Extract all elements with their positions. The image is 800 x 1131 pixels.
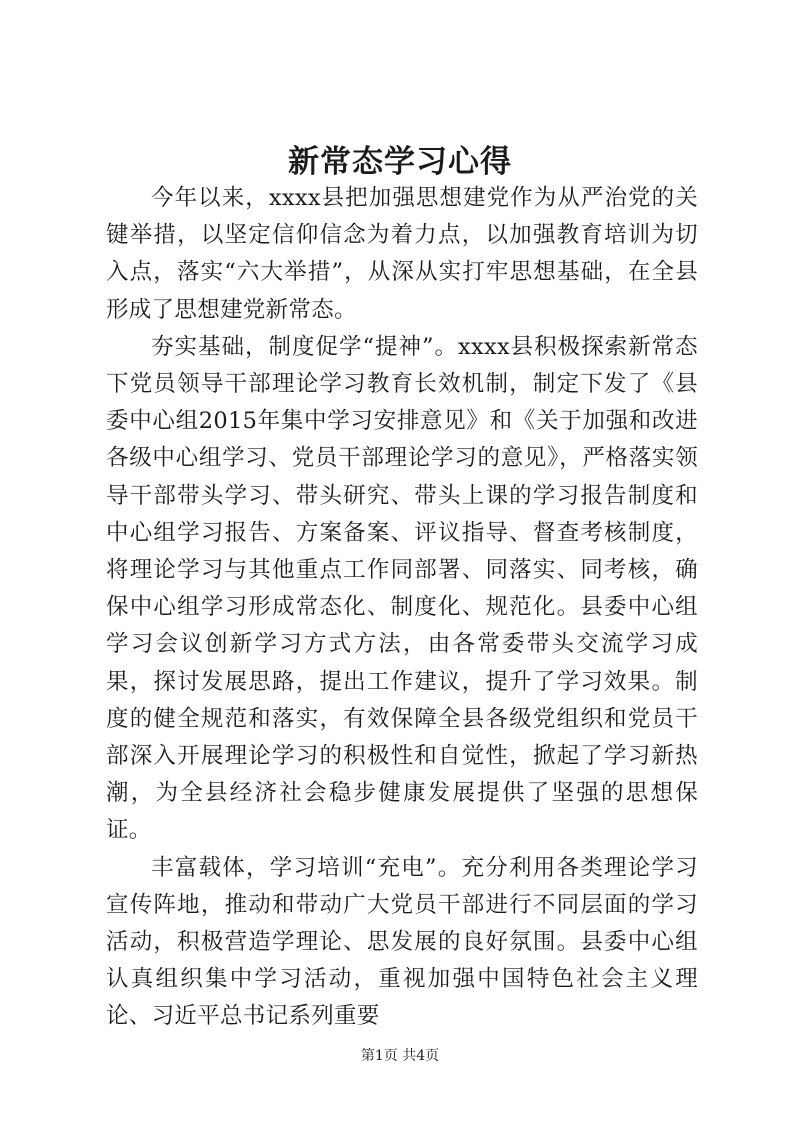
document-title: 新常态学习心得 [288, 144, 512, 180]
paragraph-intro: 今年以来，xxxx县把加强思想建党作为从严治党的关键举措，以坚定信仰信念为着力点，以加强教育培训为切入点，落实“六大举措”，从深从实打牢思想基础，在全县形成了思想建党新常态。 [106, 185, 698, 323]
paragraph-training: 丰富载体，学习培训“充电”。充分利用各类理论学习宣传阵地，推动和带动广大党员干部进行不同层面的学习活动，积极营造学理论、思发展的良好氛围。县委中心组认真组织集中学习活动，重视加强中国特色社会主义理论、习近平总书记系列重要 [106, 854, 698, 1030]
document-body [106, 180, 698, 1036]
page-number-footer: 第1页 共4页 [360, 1048, 440, 1064]
paragraph-foundation: 夯实基础，制度促学“提神”。xxxx县积极探索新常态下党员领导干部理论学习教育长效机制，制定下发了《县委中心组2015年集中学习安排意见》和《关于加强和改进各级中心组学习、党员干部理论学习的意见》，严格落实领导干部带头学习、带头研究、带头上课的学习报告制度和中心组学习报告、方案备案、评议指导、督查考核制度，将理论学习与其他重点工作同部署、同落实、同考核，确保中心组学习形成常态化、制度化、规范化。县委中心组学习会议创新学习方式方法，由各常委带头交流学习成果，探讨发展思路，提出工作建议，提升了学习效果。制度的健全规范和落实，有效保障全县各级党组织和党员干部深入开展理论学习的积极性和自觉性，掀起了学习新热潮，为全县经济社会稳步健康发展提供了坚强的思想保证。 [106, 333, 698, 844]
